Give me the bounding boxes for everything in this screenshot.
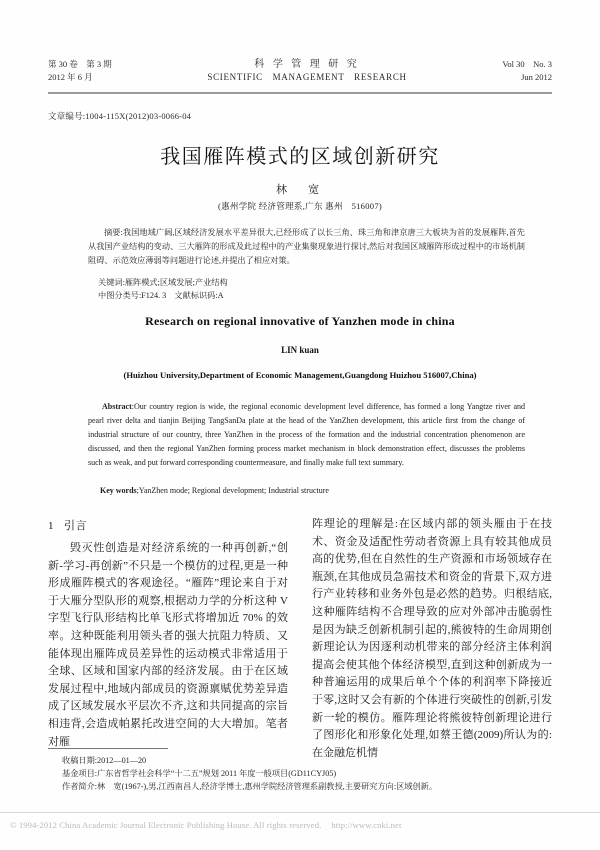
body-paragraph-right: 阵理论的理解是:在区域内部的领头雁由于在技术、资金及适配性劳动者资源上具有较其他成员高的优势,但在自然性的生产资源和市场领域存在瓶颈,在其他成员急需技术和资金的背景下,双方进行产业转移和业务外包是必然的趋势。归根结底,这种雁阵结构不合理导致的应对外部冲击脆弱性是因为缺乏创新机制引起的,熊彼特的生命周期创新理论认为因逐利动机带来的部分经济主体利润提高会使其他个体经济模型,直到这种创新成为一种普遍运用的成果后单个个体的利润率下降接近于零,这时又会有新的个体进行突破性的创新,引发新一轮的模仿。雁阵理论将熊彼特创新理论进行了图形化和形象化处理,如蔡王德(2009)所认为的:在金融危机情 [312,518,552,759]
affiliation-cn: (惠州学院 经济管理系,广东 惠州 516007) [217,201,383,211]
keywords-cn: 关键词:雁阵模式;区域发展;产业结构 [98,278,228,287]
section-title: 引言 [64,520,87,532]
journal-title-block [112,58,503,84]
footnote-author-bio: 作者简介:林 宽(1967-),男,江西南昌人,经济学博士,惠州学院经济管理系副教授,主要研究方向:区域创新。 [62,782,438,791]
issue-date-en: Jun 2012 [521,72,552,82]
issue-date-line: 2012 年 6 月 [48,72,93,82]
body-paragraph-left: 毁灭性创造是对经济系统的一种再创新,“创新-学习-再创新”不只是一个模仿的过程,更是一种形成雁阵模式的客观途径。“雁阵”理论来自于对于大雁分型队形的观察,根据动力学的分析这种 V 字型飞行队形结构比单飞形式将增加近 70% 的效率。这种既能利用领头者的强大抗阻力特质、又能体现出雁阵成员差异性的运动模式非常适用于全球、区域和国家内部的经济发展。由于在区域发展过程中,地域内部成员的资源禀赋优势差异造成了区域发展水平层次不齐,这和共同提高的宗旨相违背,会造成帕累托改进空间的大大增加。笔者对雁 [48,542,288,748]
footnote-rule [48,748,168,749]
author-name-en: LIN kuan [281,345,319,355]
abstract-cn: 摘要:我国地域广阔,区域经济发展水平差异很大,已经形成了以长三角、珠三角和津京唐三大板块为首的发展雁阵,首先从我国产业结构的变动、三大雁阵的形成及此过程中的产业集聚现象进行探讨,然后对我国区域雁阵形成过程中的市场机制阻碍、示范效应薄弱等问题进行论述,并提出了相应对策。 [88,228,525,265]
keywords-en-body: ;YanZhen mode; Regional development; Industrial structure [136,486,329,495]
footnote-fund-project: 基金项目:广东省哲学社会科学“十二五”规划 2011 年度一般项目(GD11CYJ05) [62,769,337,778]
cnki-url[interactable]: http://www.cnki.net [331,820,402,830]
keywords-en [88,484,525,497]
cnki-rule [0,812,600,813]
journal-title-en: SCIENTIFIC MANAGEMENT RESEARCH [207,72,407,82]
journal-title-cn: 科 学 管 理 研 究 [254,59,360,70]
section-number: 1 [48,520,54,532]
header-rule [48,92,552,94]
running-head [48,58,552,84]
footnote-block [62,754,542,793]
footnote-received-date: 收稿日期:2012—01—20 [62,756,147,765]
volume-issue-block [48,58,112,84]
abstract-en-body: :Our country region is wide, the regional economic development level difference, has formed a long Yangtze river and pearl river delta and tianjin Beijing TangSanDa plate at the head of the YanZhen development, this article first from the change of industrial structure of our country, three YanZhen in the process of the formation and the industrial concentration phenomenon are discussed, and then the regional YanZhen forming process market mechanism in block demonstration effect, discusses the problems such as weak, and put forward corresponding countermeasure, and finally make full text summary. [88,402,525,467]
volume-issue-line: 第 30 卷 第 3 期 [48,59,112,69]
page-title-en: Research on regional innovative of Yanzhen mode in china [145,314,455,328]
page-title-cn: 我国雁阵模式的区域创新研究 [160,146,440,168]
affiliation-en: (Huizhou University,Department of Economic Management,Guangdong Huizhou 516007,China) [123,370,477,380]
article-number: 文章编号:1004-115X(2012)03-0066-04 [48,111,192,121]
abstract-en [88,400,525,470]
cnki-copyright: © 1994-2012 China Academic Journal Electronic Publishing House. All rights reserved. [10,820,322,830]
author-name-cn: 林 宽 [276,184,324,196]
body-column-left [48,516,288,746]
body-columns [48,516,552,759]
body-column-right [312,516,552,759]
keywords-en-label: Key words [100,486,137,495]
clc-code-cn: 中图分类号:F124. 3 文献标识码:A [98,291,224,300]
section-heading [48,516,288,536]
volume-en-block [502,58,552,84]
volume-number-en: Vol 30 No. 3 [502,59,552,69]
abstract-en-label: Abstract [102,402,132,411]
cnki-footer [10,820,590,830]
